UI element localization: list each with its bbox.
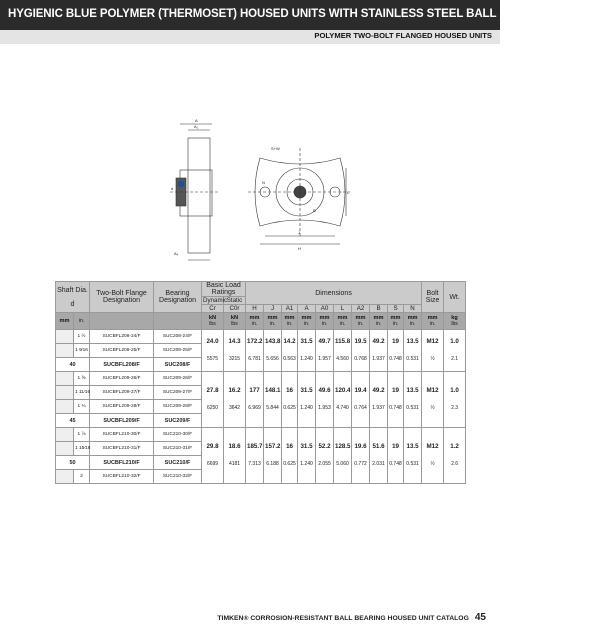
spec-cell-wt	[444, 372, 466, 428]
imperial-value: 0.764	[354, 405, 367, 411]
unit-kn: kN	[230, 315, 239, 321]
imperial-value: 0.625	[283, 461, 296, 467]
imperial-value: 6.969	[248, 405, 261, 411]
unit-mm: mm	[249, 315, 260, 321]
imperial-value: ½	[430, 461, 435, 467]
unit-mm: mm	[407, 315, 418, 321]
imperial-value: 0.748	[389, 405, 402, 411]
table-row	[56, 372, 466, 386]
metric-value: 1.2	[450, 443, 459, 450]
spec-cell-a0	[316, 372, 334, 428]
spec-cell-a2	[352, 330, 370, 372]
metric-value: M12	[426, 443, 439, 450]
bearing-designation-cell: SUC208/F	[154, 358, 202, 372]
unit-mm-in	[404, 313, 422, 330]
imperial-value: ½	[430, 356, 435, 362]
imperial-value: 6.188	[266, 461, 279, 467]
spec-cell-h	[246, 372, 264, 428]
spec-cell-h	[246, 330, 264, 372]
metric-value: 19.4	[354, 387, 367, 394]
metric-value: 19.6	[354, 443, 367, 450]
metric-value: 19.5	[354, 338, 367, 345]
imperial-value: 4.740	[336, 405, 349, 411]
metric-value: 16	[286, 387, 293, 394]
setscrew-marker	[178, 181, 184, 187]
metric-value: 31.5	[300, 338, 313, 345]
metric-value: 51.6	[372, 443, 385, 450]
unit-mm: mm	[319, 315, 330, 321]
shaft-in-cell: 1 ⅝	[74, 372, 90, 386]
metric-value: 177	[249, 387, 260, 394]
unit-mm: mm	[337, 315, 348, 321]
imperial-value: 0.772	[354, 461, 367, 467]
bearing-designation-cell: SUC209-27/F	[154, 386, 202, 400]
metric-value: 49.2	[372, 387, 385, 394]
header-row-1	[56, 282, 466, 297]
bearing-designation-cell: SUC208-24/F	[154, 330, 202, 344]
imperial-value: 1.240	[300, 356, 313, 362]
metric-value: 1.0	[450, 387, 459, 394]
flange-designation-cell: SUCBFL209-28/F	[90, 400, 154, 414]
shaft-mm-empty	[56, 372, 74, 386]
spec-cell-s	[388, 428, 404, 484]
metric-value: 31.5	[300, 443, 313, 450]
page-title: HYGIENIC BLUE POLYMER (THERMOSET) HOUSED UNITS WITH STAINLESS STEEL BALL BEARING INSERTS	[8, 8, 604, 20]
imperial-value: 0.531	[406, 356, 419, 362]
spec-cell-b	[370, 372, 388, 428]
imperial-value: 0.563	[283, 356, 296, 362]
a-header: A	[298, 305, 316, 313]
unit-in: in.	[409, 321, 416, 327]
imperial-value: 2.055	[318, 461, 331, 467]
units-row	[56, 313, 466, 330]
bolt-header: Bolt Size	[422, 282, 444, 313]
flange-designation-cell: SUCBFL208-25/F	[90, 344, 154, 358]
spec-cell-a2	[352, 428, 370, 484]
catalog-name: TIMKEN® CORROSION-RESISTANT BALL BEARING HOUSED UNIT CATALOG	[217, 615, 469, 622]
unit-mm: mm	[267, 315, 278, 321]
spec-cell-j	[264, 428, 282, 484]
section-header	[0, 30, 500, 44]
shaft-mm-empty	[56, 330, 74, 344]
l-header: L	[334, 305, 352, 313]
shaft-mm-cell: 40	[56, 358, 90, 372]
a1-header: A1	[282, 305, 298, 313]
label-j: J	[298, 230, 300, 235]
label-sw: S+W	[271, 146, 280, 151]
label-l: L	[347, 190, 350, 195]
j-header: J	[264, 305, 282, 313]
unit-mm-in	[388, 313, 404, 330]
imperial-value: 2.6	[451, 461, 459, 467]
metric-value: 148.1	[265, 387, 281, 394]
shaft-mm-empty	[56, 442, 74, 456]
spec-cell-s	[388, 330, 404, 372]
bearing-designation-cell: SUC209-26/F	[154, 372, 202, 386]
metric-value: 27.8	[206, 387, 219, 394]
shaft-header-label: Shaft Dia.	[57, 286, 88, 294]
spec-cell-wt	[444, 428, 466, 484]
unit-in: in.	[357, 321, 364, 327]
dimensions-header: Dimensions	[246, 282, 422, 305]
col-shaft-header	[56, 282, 90, 313]
metric-value: 18.6	[228, 443, 241, 450]
a2-header: A2	[352, 305, 370, 313]
spec-cell-j	[264, 330, 282, 372]
bearing-designation-cell: SUC210/F	[154, 456, 202, 470]
unit-in: in.	[74, 313, 90, 330]
unit-in: in.	[375, 321, 382, 327]
shaft-mm-empty	[56, 470, 74, 484]
label-a: A	[195, 118, 198, 123]
metric-value: 49.2	[372, 338, 385, 345]
spec-cell-bolt	[422, 428, 444, 484]
cor-header: C0r	[224, 305, 246, 313]
metric-value: 120.4	[335, 387, 351, 394]
imperial-value: 0.531	[406, 461, 419, 467]
flange-designation-cell: SUCBFL210-31/F	[90, 442, 154, 456]
metric-value: 19	[392, 443, 399, 450]
imperial-value: 1.957	[318, 356, 331, 362]
metric-value: 16.2	[228, 387, 241, 394]
metric-value: M12	[426, 338, 439, 345]
metric-value: 49.7	[318, 338, 331, 345]
shaft-mm-cell: 45	[56, 414, 90, 428]
spec-cell-cor	[224, 330, 246, 372]
label-a0: A₀	[174, 251, 179, 256]
unit-mm: mm	[390, 315, 401, 321]
col-bearing-header: Bearing Designation	[154, 282, 202, 313]
metric-value: 14.2	[283, 338, 296, 345]
spec-cell-b	[370, 428, 388, 484]
wt-header: Wt.	[444, 282, 466, 313]
flange-designation-cell: SUCBFL208/F	[90, 358, 154, 372]
imperial-value: 1.240	[300, 405, 313, 411]
metric-value: 24.0	[206, 338, 219, 345]
shaft-in-cell: 1 ¾	[74, 400, 90, 414]
metric-value: M12	[426, 387, 439, 394]
label-n: N	[262, 180, 265, 185]
unit-in: in.	[339, 321, 346, 327]
h-header: H	[246, 305, 264, 313]
imperial-value: 5.060	[336, 461, 349, 467]
unit-kn-lbs	[202, 313, 224, 330]
metric-value: 31.5	[300, 387, 313, 394]
spec-cell-bolt	[422, 330, 444, 372]
spec-cell-a1	[282, 428, 298, 484]
spec-cell-a	[298, 428, 316, 484]
n-header: N	[404, 305, 422, 313]
imperial-value: ½	[430, 405, 435, 411]
flange-designation-cell: SUCBFL210-30/F	[90, 428, 154, 442]
unit-mm: mm	[355, 315, 366, 321]
bearing-designation-cell: SUC210-32/F	[154, 470, 202, 484]
spec-cell-j	[264, 372, 282, 428]
bearing-designation-cell: SUC209-28/F	[154, 400, 202, 414]
imperial-value: 0.748	[389, 356, 402, 362]
side-view-flange	[188, 138, 210, 253]
spec-cell-n	[404, 372, 422, 428]
imperial-value: 2.031	[372, 461, 385, 467]
shaft-in-cell: 1 ½	[74, 330, 90, 344]
unit-in: in.	[429, 321, 436, 327]
imperial-value: 0.748	[389, 461, 402, 467]
spec-cell-cr	[202, 428, 224, 484]
imperial-value: 6.781	[248, 356, 261, 362]
unit-mm-in	[352, 313, 370, 330]
imperial-value: 2.3	[451, 405, 459, 411]
unit-kn-lbs	[224, 313, 246, 330]
spec-cell-n	[404, 428, 422, 484]
spec-cell-l	[334, 428, 352, 484]
static-header: Static	[224, 297, 246, 305]
imperial-value: 4181	[228, 461, 241, 467]
shaft-d-label: d	[70, 300, 75, 308]
spec-table	[55, 281, 466, 484]
metric-value: 16	[286, 443, 293, 450]
shaft-in-cell: 1 ⅞	[74, 428, 90, 442]
spec-cell-cr	[202, 330, 224, 372]
unit-mm: mm	[56, 313, 74, 330]
metric-value: 52.2	[318, 443, 331, 450]
shaft-mm-empty	[56, 400, 74, 414]
page-header	[0, 0, 604, 30]
imperial-value: 3642	[228, 405, 241, 411]
metric-value: 13.5	[406, 338, 419, 345]
unit-in: in.	[251, 321, 258, 327]
unit-kg: kg	[451, 315, 458, 321]
page-number: 45	[474, 612, 486, 623]
imperial-value: 0.625	[283, 405, 296, 411]
unit-mm-in	[298, 313, 316, 330]
unit-lbs: lbs	[231, 321, 238, 327]
unit-mm: mm	[373, 315, 384, 321]
unit-mm-in	[370, 313, 388, 330]
spec-cell-wt	[444, 330, 466, 372]
s-header: S	[388, 305, 404, 313]
basic-load-header: Basic Load Ratings	[202, 282, 246, 297]
unit-mm-in	[264, 313, 282, 330]
metric-value: 19	[392, 387, 399, 394]
unit-in: in.	[269, 321, 276, 327]
spec-cell-n	[404, 330, 422, 372]
unit-mm-in	[334, 313, 352, 330]
a0-header: A0	[316, 305, 334, 313]
spec-cell-h	[246, 428, 264, 484]
bearing-designation-cell: SUC209/F	[154, 414, 202, 428]
shaft-in-cell: 2	[74, 470, 90, 484]
shaft-in-cell: 1 15⁄16	[74, 442, 90, 456]
metric-value: 1.0	[450, 338, 459, 345]
imperial-value: 1.240	[300, 461, 313, 467]
spec-cell-b	[370, 330, 388, 372]
imperial-value: 0.768	[354, 356, 367, 362]
flange-designation-cell: SUCBFL209-27/F	[90, 386, 154, 400]
spec-cell-a1	[282, 330, 298, 372]
imperial-value: 1.937	[372, 356, 385, 362]
metric-value: 115.8	[335, 338, 351, 345]
spec-cell-bolt	[422, 372, 444, 428]
section-title: POLYMER TWO-BOLT FLANGED HOUSED UNITS	[314, 31, 492, 40]
metric-value: 19	[392, 338, 399, 345]
label-h: H	[298, 246, 301, 251]
spec-cell-a	[298, 372, 316, 428]
unit-empty	[90, 313, 154, 330]
b-header: B	[370, 305, 388, 313]
shaft-in-cell: 1 9⁄16	[74, 344, 90, 358]
spec-cell-cr	[202, 372, 224, 428]
unit-in: in.	[286, 321, 293, 327]
table-row	[56, 428, 466, 442]
shaft-in-cell: 1 11⁄16	[74, 386, 90, 400]
spec-cell-a2	[352, 372, 370, 428]
metric-value: 185.7	[247, 443, 263, 450]
bearing-designation-cell: SUC210-30/F	[154, 428, 202, 442]
shaft-mm-empty	[56, 344, 74, 358]
spec-cell-l	[334, 372, 352, 428]
unit-in: in.	[321, 321, 328, 327]
label-d: d	[171, 186, 174, 191]
flange-designation-cell: SUCBFL209-26/F	[90, 372, 154, 386]
flange-designation-cell: SUCBFL210-32/F	[90, 470, 154, 484]
spec-cell-cor	[224, 428, 246, 484]
unit-in: in.	[303, 321, 310, 327]
flange-designation-cell: SUCBFL209/F	[90, 414, 154, 428]
page-footer	[0, 612, 500, 624]
unit-lbs: lbs	[209, 321, 216, 327]
metric-value: 157.2	[265, 443, 281, 450]
col-flange-header: Two-Bolt Flange Designation	[90, 282, 154, 313]
unit-mm-in	[282, 313, 298, 330]
imperial-value: 1.937	[372, 405, 385, 411]
bearing-designation-cell: SUC210-31/F	[154, 442, 202, 456]
shaft-mm-empty	[56, 428, 74, 442]
spec-cell-s	[388, 372, 404, 428]
shaft-mm-empty	[56, 386, 74, 400]
metric-value: 13.5	[406, 387, 419, 394]
unit-lbs: lbs	[451, 321, 458, 327]
metric-value: 143.8	[265, 338, 281, 345]
dynamic-header: Dynamic	[203, 297, 228, 304]
imperial-value: 0.531	[406, 405, 419, 411]
metric-value: 128.5	[335, 443, 351, 450]
imperial-value: 4.560	[336, 356, 349, 362]
unit-mm: mm	[301, 315, 312, 321]
flange-designation-cell: SUCBFL208-24/F	[90, 330, 154, 344]
label-b: B	[313, 208, 316, 213]
footer-text	[217, 612, 486, 623]
metric-value: 14.3	[228, 338, 241, 345]
housing-technical-drawing	[150, 118, 350, 268]
spec-cell-a0	[316, 428, 334, 484]
imperial-value: 5.656	[266, 356, 279, 362]
shaft-mm-cell: 50	[56, 456, 90, 470]
unit-wt	[444, 313, 466, 330]
spec-cell-a	[298, 330, 316, 372]
imperial-value: 6699	[206, 461, 219, 467]
unit-bolt	[422, 313, 444, 330]
unit-mm-in	[246, 313, 264, 330]
spec-cell-a1	[282, 372, 298, 428]
imperial-value: 3215	[228, 356, 241, 362]
unit-empty	[154, 313, 202, 330]
unit-mm: mm	[284, 315, 295, 321]
metric-value: 13.5	[406, 443, 419, 450]
imperial-value: 1.953	[318, 405, 331, 411]
flange-designation-cell: SUCBFL210/F	[90, 456, 154, 470]
label-a1: A₁	[194, 124, 199, 129]
spec-cell-a0	[316, 330, 334, 372]
imperial-value: 5.844	[266, 405, 279, 411]
imperial-value: 5575	[206, 356, 219, 362]
unit-in: in.	[392, 321, 399, 327]
table-row	[56, 330, 466, 344]
spec-cell-l	[334, 330, 352, 372]
metric-value: 172.2	[247, 338, 263, 345]
bearing-designation-cell: SUC208-25/F	[154, 344, 202, 358]
imperial-value: 6250	[206, 405, 219, 411]
metric-value: 29.8	[206, 443, 219, 450]
metric-value: 49.6	[318, 387, 331, 394]
unit-kn: kN	[208, 315, 217, 321]
unit-mm-in	[316, 313, 334, 330]
spec-cell-cor	[224, 372, 246, 428]
cr-header: Cr	[202, 305, 224, 313]
unit-mm: mm	[427, 315, 438, 321]
imperial-value: 2.1	[451, 356, 459, 362]
imperial-value: 7.313	[248, 461, 261, 467]
